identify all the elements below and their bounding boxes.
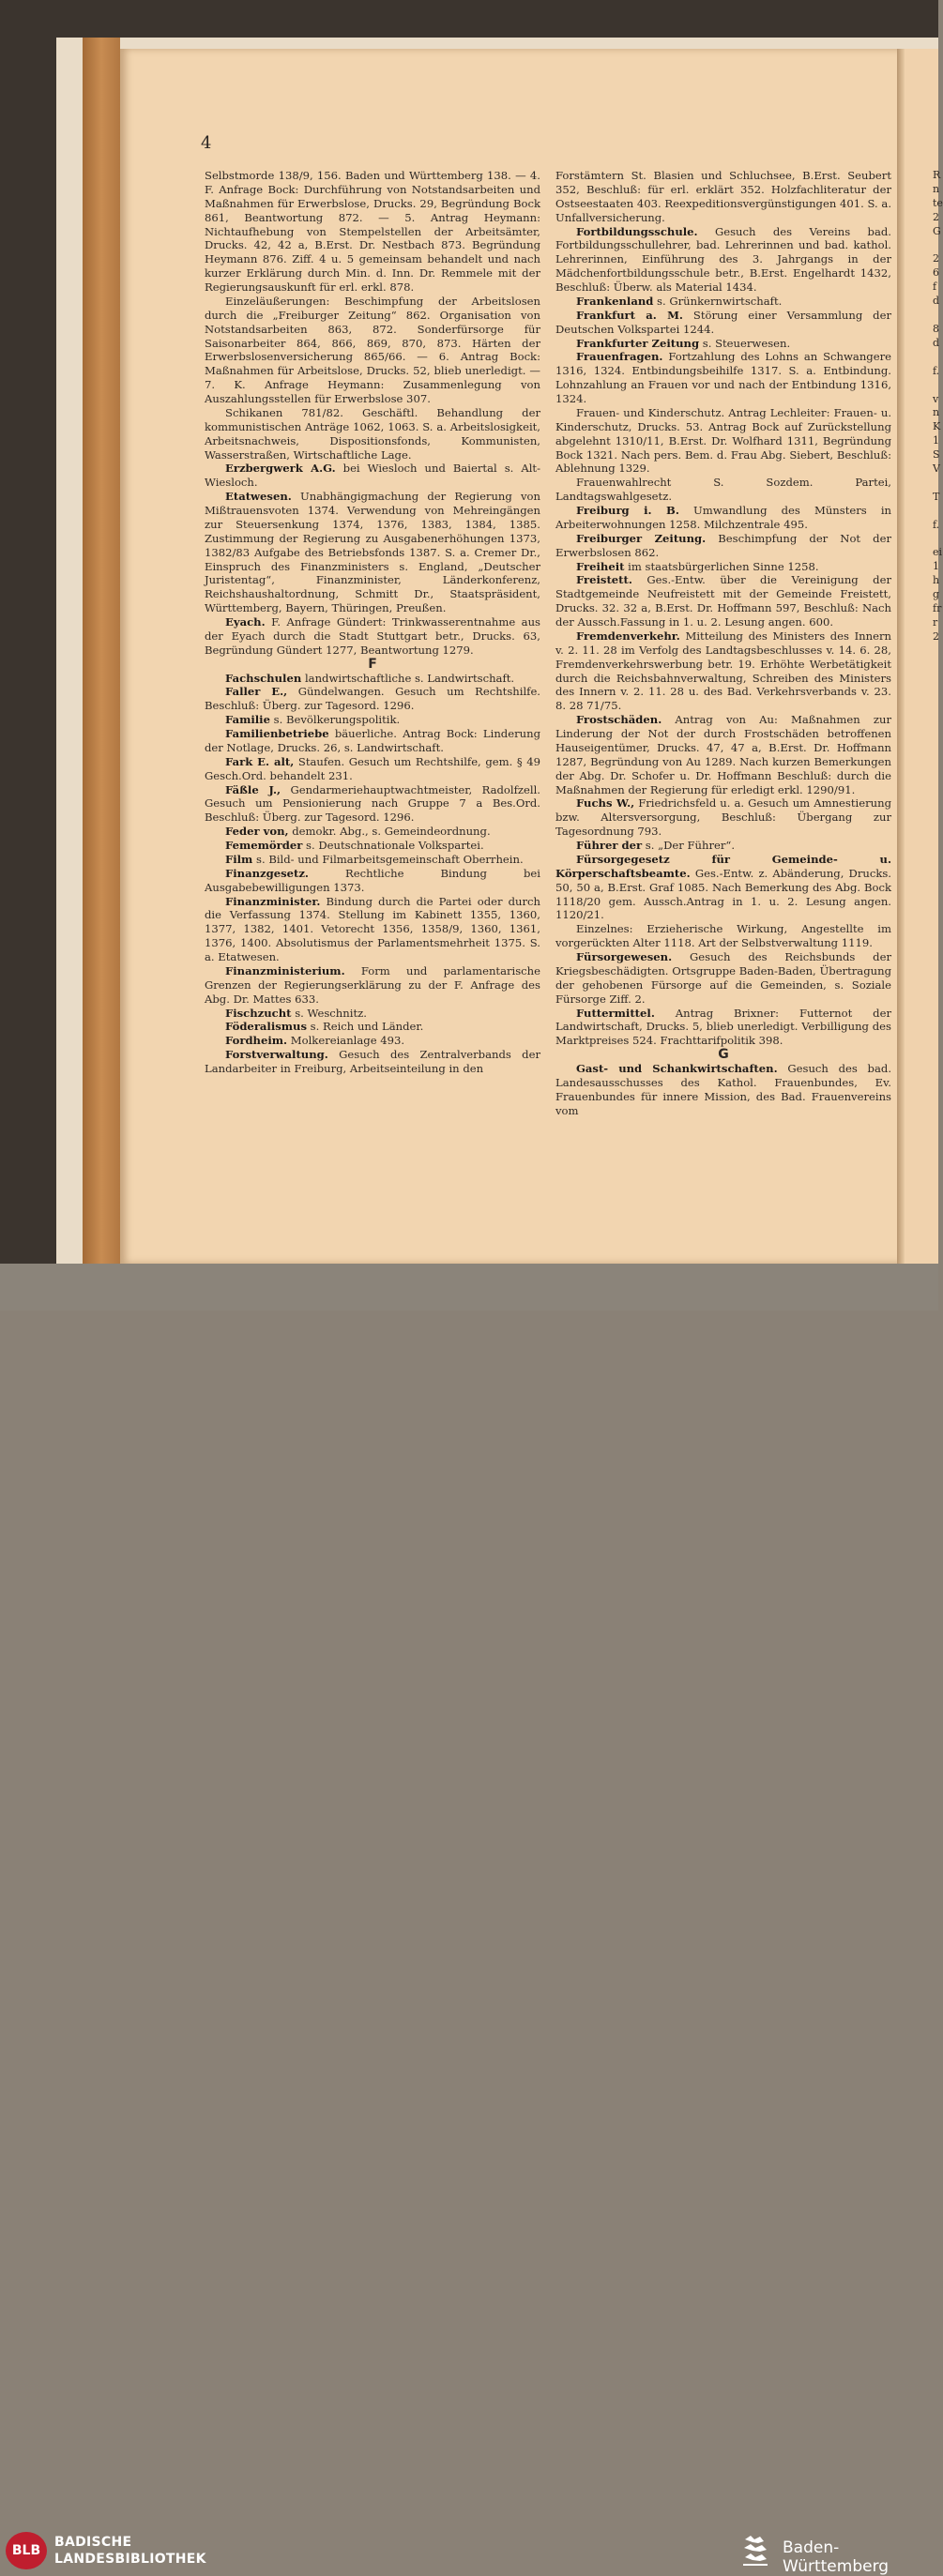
entry-headword: Faller E., [225,685,288,699]
entry-text: Ges.-Entw. z. Abänderung, Drucks. 50, 50 a, B.Erst. Graf 1085. Nach Bemerkung des Abg. Bock 1118/20 gem. Aussch.Antrag in 1. u. 2. Lesung angen. 1120/21. [555,866,891,922]
entry-headword: Fark E. alt, [225,754,295,768]
entry-text: Staufen. Gesuch um Rechtshilfe, gem. § 49 Gesch.Ord. behandelt 231. [205,754,540,782]
index-entry [205,867,540,895]
blb-logo[interactable]: BLB [6,2532,47,2569]
next-page-fragment: f [933,280,937,294]
index-entry [555,839,891,853]
entry-headword: Fortbildungsschule. [576,224,698,238]
entry-headword: Fuchs W., [576,796,635,811]
entry-headword: Freiburger Zeitung. [576,531,707,545]
next-page-fragment [905,477,938,491]
entry-text: Fortzahlung des Lohns an Schwangere 1316, 1324. Entbindungsbeihilfe 1317. S. a. Entbindung. Lohnzahlung an Frauen vor und nach der Entbindung 1316, 1324. [555,350,891,405]
entry-headword: Fachschulen [225,671,302,685]
next-page-fragment [905,505,938,519]
entry-text: Antrag von Au: Maßnahmen zur Linderung der Not der durch Frostschäden betroffenen Hauseigentümer, Drucks. 47, 47 a, B.Erst. Dr. Hoffmann 1287, Begründung von Au 1289. Nach kurzen Bemerkungen der Abg. Dr. Schofer u. Dr. Hoffmann Beschluß: durch die Maßnahmen der Regierung für erledigt erkl. 1290/91. [555,713,891,796]
library-name-line-2: LANDESBIBLIOTHEK [54,2552,206,2567]
entry-headword: Fremdenverkehr. [576,629,680,643]
next-page-fragment: te [933,196,943,209]
next-page-fragment [905,659,938,673]
library-name[interactable] [54,2534,206,2568]
entry-headword: Futtermittel. [576,1006,655,1020]
entry-text: Bindung durch die Partei oder durch die Verfassung 1374. Stellung im Kabinett 1355, 1360, 1377, 1382, 1401. Vetorecht 1356, 1358/9, 1360, 1361, 1376, 1400. Absolutismus der Parlamentsmehrheit 1375. S. a. Etatwesen. [205,894,540,963]
index-entry [205,685,540,713]
entry-text: Form und parlamentarische Grenzen der Regierungserklärung zu der F. Anfrage des Abg. Dr. Mattes 633. [205,963,540,1006]
footer-bar [0,1264,938,2576]
index-entry [205,1007,540,1021]
next-page-fragment: r [933,616,938,629]
entry-headword: Föderalismus [225,1020,307,1034]
entry-headword: Frankfurter Zeitung [576,336,700,350]
entry-text: Molkereianlage 493. [287,1034,405,1048]
index-entry [555,225,891,295]
next-page-fragment [905,379,938,393]
index-entry [205,783,540,826]
entry-text: Beschimpfung der Not der Erwerbslosen 862. [555,531,891,559]
entry-headword: Fürsorgewesen. [576,950,673,963]
next-page-fragment: 1 [933,560,939,573]
section-letter: G [718,1047,729,1063]
entry-text: s. Reich und Länder. [307,1020,424,1034]
index-entry [205,1048,540,1076]
next-page-fragment: g [933,588,940,601]
entry-headword: Frankenland [576,294,654,308]
index-entry [555,504,891,532]
entry-headword: Frostschäden. [576,713,662,727]
state-name[interactable]: Baden-Württemberg [783,2538,890,2576]
index-entry [205,1034,540,1048]
left-column [205,169,540,1076]
next-page-fragment: 2 [933,210,939,223]
next-page-fragment: f. [933,518,940,531]
entry-headword: Etatwesen. [225,490,292,504]
index-entry [555,532,891,560]
entry-text: s. Bild- und Filmarbeitsgemeinschaft Oberrhein. [252,852,524,866]
next-page-fragment: n [933,406,940,419]
entry-text: Gesuch des Vereins bad. Fortbildungsschullehrer, bad. Lehrerinnen und bad. kathol. Lehrerinnen, Einführung des 3. Jahrgangs in der Mädchenfortbildungsschule betr., B.Erst. Engelhardt 1432, Beschluß: Überw. als Material 1434. [555,224,891,294]
next-page-fragment: 2 [933,252,939,265]
page-gutter [897,49,905,1264]
index-entry [555,950,891,1007]
entry-headword: Freistett. [576,573,632,587]
index-entry [555,573,891,629]
entry-text: Umwandlung des Münsters in Arbeiterwohnungen 1258. Milchzentrale 495. [555,504,892,531]
entry-text: demokr. Abg., s. Gemeindeordnung. [288,825,491,839]
next-page-edge [905,49,943,1264]
entry-text: Rechtliche Bindung bei Ausgabebewilligungen 1373. [205,866,540,894]
index-entry [555,853,891,922]
index-subentry: Schikanen 781/82. Geschäftl. Behandlung der kommunistischen Anträge 1062, 1063. S. a. Arbeitslosigkeit, Arbeitsnachweis, Dispositionsfonds, Kommunisten, Wasserstraßen, Wirtschaftliche Lage. [205,405,540,462]
entry-text: Gesuch des Reichsbunds der Kriegsbeschädigten. Ortsgruppe Baden-Baden, Übertragung der gehobenen Fürsorge auf die Gemeinden, s. Soziale Fürsorge Ziff. 2. [555,950,891,1006]
entry-headword: Fischzucht [225,1006,292,1020]
next-page-fragment: K [933,420,941,433]
index-entry [555,295,891,309]
next-page-fragment: f. [933,364,940,377]
index-entry [205,490,540,615]
next-page-fragment: G [933,224,941,237]
index-entry [205,755,540,783]
index-entry [205,672,540,686]
index-entry [555,309,891,337]
next-page-fragment: d [933,295,940,308]
index-entry [555,629,891,713]
entry-headword: Frankfurt a. M. [576,308,683,322]
page-number: 4 [201,133,212,153]
index-entry [205,964,540,1007]
index-entry [555,796,891,839]
entry-text: Gündelwangen. Gesuch um Rechtshilfe. Beschluß: Überg. zur Tagesord. 1296. [205,685,540,713]
entry-headword: Führer der [576,839,643,852]
next-page-fragment [905,533,938,547]
index-entry [555,713,891,796]
entry-headword: Feder von, [225,825,289,839]
right-column [555,169,891,1118]
index-subentry: Frauen- und Kinderschutz. Antrag Lechleiter: Frauen- u. Kinderschutz, Drucks. 53. Antrag Bock auf Zurückstellung abgelehnt 1310/11, B.Erst. Dr. Wolfhard 1311, Begründung Bock 1321. Nach pers. Bem. d. Frau Abg. Siebert, Beschluß: Ablehnung 1329. [555,405,891,476]
index-subentry: Einzelnes: Erzieherische Wirkung, Angestellte im vorgerückten Alter 1118. Art der Selbstverwaltung 1119. [555,922,891,950]
index-entry [205,895,540,964]
baden-wuerttemberg-lions-icon [741,2534,773,2568]
next-page-fragment [905,239,938,253]
index-subentry: Frauenwahlrecht S. Sozdem. Partei, Landtagswahlgesetz. [555,476,891,504]
library-name-line-1: BADISCHE [54,2535,132,2550]
index-continuation: Selbstmorde 138/9, 156. Baden und Württemberg 138. — 4. F. Anfrage Bock: Durchführung von Notstandsarbeiten und Maßnahmen für Erwerbslose, Drucks. 29, Begründung Bock 861, Beantwortung 872. — 5. Antrag Heymann: Nichtaufhebung von Stempelstellen der Arbeitsämter, Drucks. 42, 42 a, B.Erst. Dr. Nestbach 873. Begründung Heymann 876. Ziff. 4 u. 5 gemeinsam behandelt und nach kurzer Erklärung durch Min. d. Inn. Dr. Remmele mit der Regierungsauskunft für erl. erkl. 878. [205,169,540,294]
index-entry [205,825,540,839]
index-entry [205,1020,540,1034]
entry-headword: Frauenfragen. [576,350,663,364]
next-page-fragment: R [933,169,941,181]
next-page-fragment: S [933,448,940,462]
entry-headword: Eyach. [225,615,266,629]
next-page-fragment: v [933,392,939,405]
entry-text: Störung einer Versammlung der Deutschen Volkspartei 1244. [555,308,891,336]
entry-headword: Freiburg i. B. [576,504,679,517]
next-page-fragment [905,644,938,659]
scan-area [0,0,943,1264]
entry-text: F. Anfrage Gündert: Trinkwasserentnahme aus der Eyach durch die Stadt Stuttgart betr., Drucks. 63, Begründung Gündert 1277, Beantwortung 1279. [205,615,540,657]
entry-text: s. Steuerwesen. [699,336,791,350]
index-entry [205,462,540,490]
index-subentry: Einzeläußerungen: Beschimpfung der Arbeitslosen durch die „Freiburger Zeitung“ 862. Organisation von Notstandsarbeiten 863, 872. Sonderfürsorge für Saisonarbeiter 864, 866, 869, 870, 873. Härten der Erwerbslosenversicherung 865/66. — 6. Antrag Bock: Maßnahmen für Arbeitslose, Drucks. 52, blieb unerledigt. — 7. K. Anfrage Heymann: Zusammenlegung von Auszahlungsstellen für Erwerbslose 307. [205,294,540,405]
entry-text: Unabhängigmachung der Regierung von Mißtrauensvoten 1374. Verwendung von Mehreingängen zur Steuersenkung 1374, 1376, 1383, 1384, 1385. Zustimmung der Regierung zu Ausgabenerhöhungen 1373, 1382/83 Aufgabe des Betriebsfonds 1387. S. a. Cremer Dr., Einspruch des Finanzministers s. England, „Deutscher Juristentag“, Finanzminister, Länderkonferenz, Reichshaushaltordnung, Schmitt Dr., Staatspräsident, Württemberg, Bayern, Thüringen, Preußen. [205,490,540,615]
entry-headword: Finanzminister. [225,894,321,908]
entry-headword: Familie [225,713,270,727]
entry-headword: Film [225,852,253,866]
entry-headword: Forstverwaltung. [225,1048,328,1062]
next-page-fragment: T [933,490,940,503]
index-entry [555,560,891,574]
book-spine [83,38,120,1264]
entry-text: bei Wiesloch und Baiertal s. Alt-Wiesloch. [205,462,540,490]
entry-text: Mitteilung des Ministers des Innern v. 2. 11. 28 im Verfolg des Landtagsbeschlusses v. 14. 6. 28, Fremdenverkehrswerbung betr. 19. Erhöhte Werbetätigkeit durch die Reichsbahnverwaltung, Schreiben des Ministers des Innern v. 2. 11. 28 u. des Bad. Verkehrsverbands v. 23. 8. 28 71/75. [555,629,891,713]
entry-text: landwirtschaftliche s. Landwirtschaft. [301,671,515,685]
entry-headword: Gast- und Schankwirtschaften. [576,1062,778,1075]
entry-text: s. Deutschnationale Volkspartei. [302,839,484,852]
next-page-fragment: ei [933,546,943,559]
entry-headword: Fürsorgegesetz für Gemeinde- u. Körperschaftsbeamte. [555,852,891,880]
next-page-fragment: fr [933,602,942,615]
entry-text: s. „Der Führer“. [642,839,736,852]
index-entry [205,839,540,853]
entry-headword: Freiheit [576,559,625,573]
next-page-fragment: d [933,336,940,349]
entry-headword: Fememörder [225,839,303,852]
index-entry [555,1007,891,1049]
entry-text: Gendarmeriehauptwachtmeister, Radolfzell. Gesuch um Pensionierung nach Gruppe 7 a Bes.Ord. Beschluß: Überg. zur Tagesord. 1296. [205,782,540,825]
entry-text: Friedrichsfeld u. a. Gesuch um Amnestierung bzw. Altersversorgung, Beschluß: Übergang zur Tagesordnung 793. [555,796,891,839]
next-page-fragment: 8 [933,322,939,335]
entry-text: Antrag Brixner: Futternot der Landwirtschaft, Drucks. 5, blieb unerledigt. Verbilligung des Marktpreises 524. Frachttarifpolitik 398. [555,1006,891,1048]
entry-text: Gesuch des Zentralverbands der Landarbeiter in Freiburg, Arbeitseinteilung in den [205,1048,540,1075]
entry-headword: Fordheim. [225,1034,288,1048]
index-entry [205,853,540,867]
index-entry [205,727,540,755]
entry-headword: Finanzgesetz. [225,866,309,880]
section-letter: F [368,656,377,672]
next-page-fragment [905,309,938,323]
entry-text: s. Grünkernwirtschaft. [653,294,783,308]
next-page-fragment: 2 [933,629,939,643]
next-page-fragment: h [933,574,940,587]
index-continuation: Forstämtern St. Blasien und Schluchsee, B.Erst. Seubert 352, Beschluß: für erl. erklärt 352. Holzfachliteratur der Ostseestaaten 403. Reexpeditionsvergünstigungen 401. S. a. Unfallversicherung. [555,169,891,224]
index-entry [555,350,891,406]
next-page-fragment [905,351,938,365]
next-page-fragment: V [933,462,940,476]
entry-text: Gesuch des bad. Landesausschusses des Kathol. Frauenbundes, Ev. Frauenbundes für innere Mission, des Bad. Frauenvereins vom [555,1062,892,1117]
entry-headword: Fäßle J., [225,782,281,796]
entry-text: Ges.-Entw. über die Vereinigung der Stadtgemeinde Neufreistett mit der Gemeinde Freistett, Drucks. 32. 32 a, B.Erst. Dr. Hoffmann 597, Beschluß: Nach der Aussch.Fassung in 1. u. 2. Lesung angen. 600. [555,573,891,629]
entry-text: im staatsbürgerlichen Sinne 1258. [624,559,819,573]
next-page-fragment: 1 [933,434,939,447]
entry-text: s. Bevölkerungspolitik. [269,713,401,727]
next-page-fragment: n [933,182,940,195]
index-entry [205,615,540,658]
entry-headword: Finanzministerium. [225,963,345,977]
index-entry [555,1062,891,1118]
entry-headword: Erzbergwerk A.G. [225,462,336,476]
entry-headword: Familienbetriebe [225,727,329,740]
next-page-fragment: 6 [933,266,939,280]
entry-text: s. Weschnitz. [291,1006,367,1020]
index-entry [555,337,891,351]
index-entry [205,713,540,727]
entry-text: bäuerliche. Antrag Bock: Linderung der Notlage, Drucks. 26, s. Landwirtschaft. [205,727,540,754]
